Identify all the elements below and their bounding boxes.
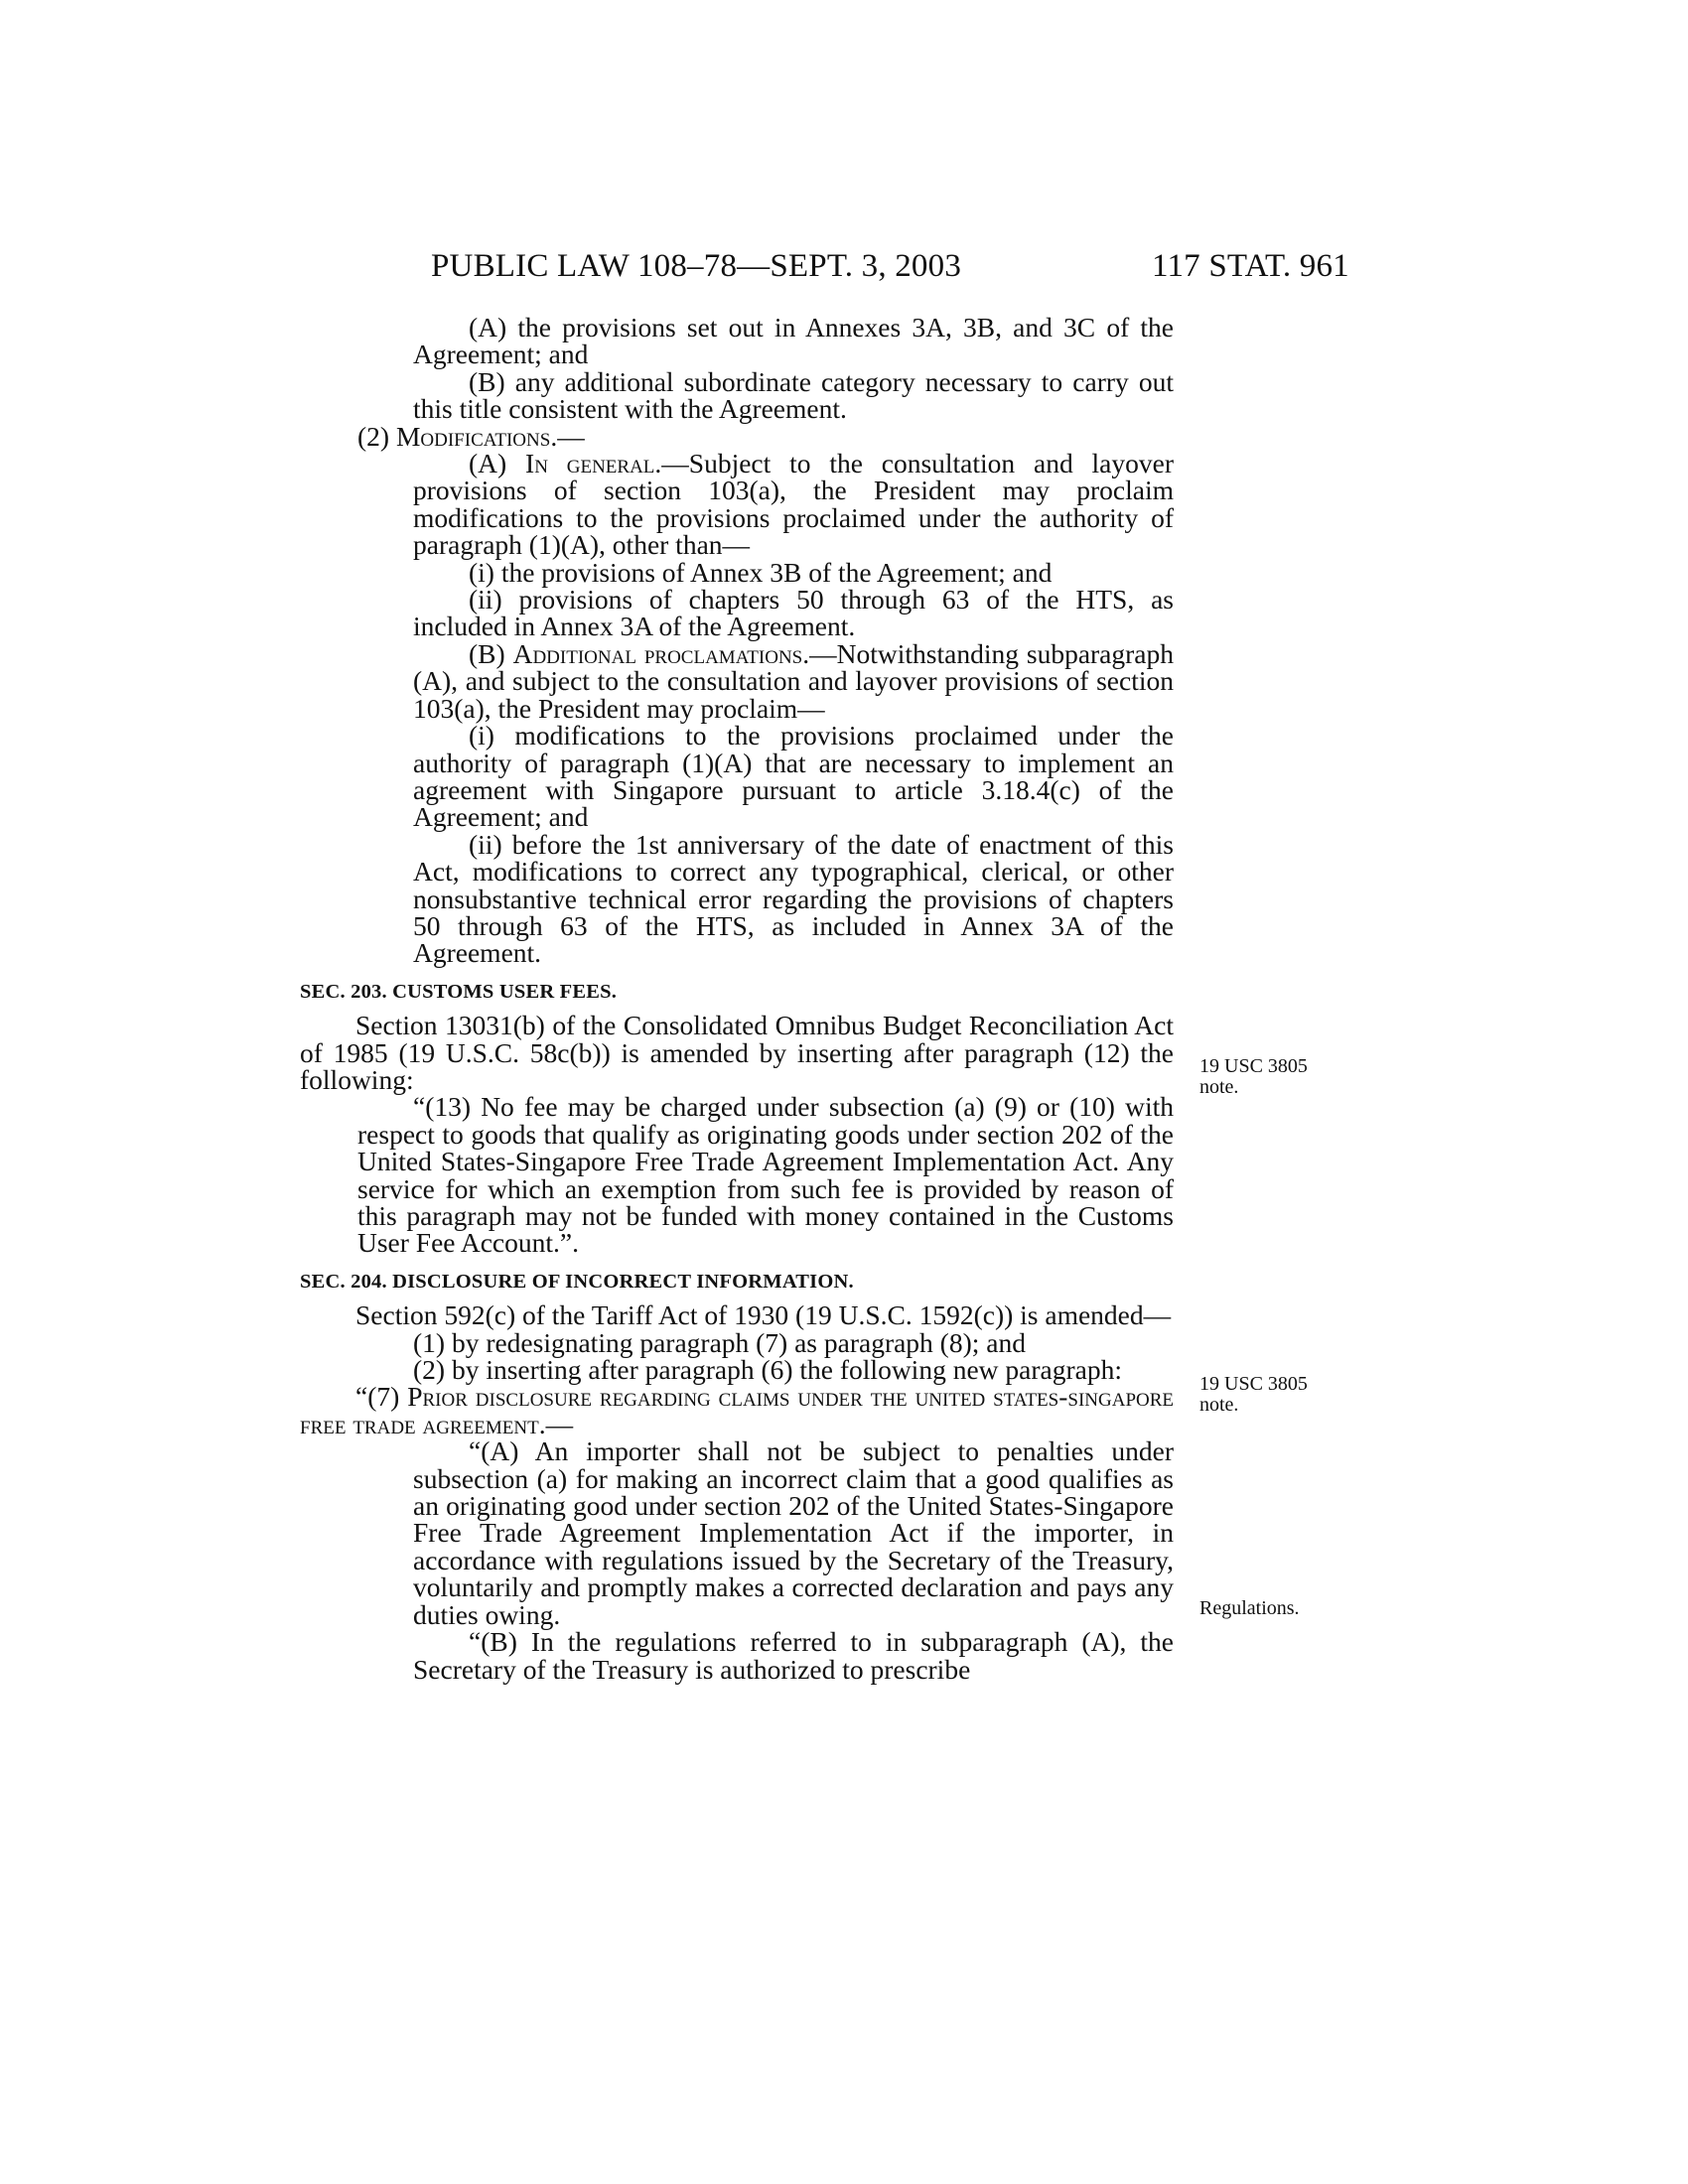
running-header: PUBLIC LAW 108–78—SEPT. 3, 2003 [431, 248, 962, 284]
paragraph: (A) In general.—Subject to the consultation and layover provisions of section 103(a), the President may proclaim modifications to the provisions proclaimed under the authority of paragraph (1)(A), other than— [413, 448, 1174, 561]
section-heading: SEC. 203. CUSTOMS USER FEES. [300, 980, 618, 1003]
paragraph: (1) by redesignating paragraph (7) as paragraph (8); and [413, 1326, 1026, 1358]
margin-note-regulations: Regulations. [1199, 1597, 1300, 1619]
small-caps-heading: Additional proclamations [512, 637, 803, 669]
quoted-paragraph: “(A) An importer shall not be subject to penalties under subsection (a) for making an incorrect claim that a good qualifies as an originating good under section 202 of the United States-Singapore Free Trade Agreement Implementation Act if the importer, in accordance with regulations issued by the Secretary of the Treasury, voluntarily and promptly makes a corrected declaration and pays any duties owing. [413, 1435, 1174, 1630]
paragraph: (B) Additional proclamations.—Notwithstanding subparagraph (A), and subject to the consultation and layover provisions of section 103(a), the President may proclaim— [413, 637, 1175, 724]
margin-note: 19 USC 3805 note. [1199, 1373, 1308, 1416]
page-number: 117 STAT. 961 [1152, 248, 1349, 284]
paragraph: (ii) provisions of chapters 50 through 63 of the HTS, as included in Annex 3A of the Agreement. [413, 584, 1174, 642]
paragraph: (ii) before the 1st anniversary of the date of enactment of this Act, modifications to correct any typographical, clerical, or other nonsubstantive technical error regarding the provisions of chapters 50 through 63 of the HTS, as included in Annex 3A of the Agreement. [413, 828, 1174, 969]
paragraph: (i) modifications to the provisions proclaimed under the authority of paragraph (1)(A) that are necessary to implement an agreement with Singapore pursuant to article 3.18.4(c) of the Agreement; and [413, 720, 1174, 833]
section-heading: SEC. 204. DISCLOSURE OF INCORRECT INFORMATION. [300, 1270, 854, 1293]
quoted-paragraph: “(B) In the regulations referred to in subparagraph (A), the Secretary of the Treasury is authorized to prescribe [413, 1626, 1174, 1685]
paragraph-heading: (2) Modifications.— [357, 420, 585, 452]
paragraph: (2) by inserting after paragraph (6) the following new paragraph: [413, 1354, 1122, 1386]
margin-note: 19 USC 3805 note. [1199, 1055, 1308, 1098]
paragraph: Section 592(c) of the Tariff Act of 1930 (19 U.S.C. 1592(c)) is amended— [355, 1299, 1172, 1331]
quoted-paragraph: “(13) No fee may be charged under subsection (a) (9) or (10) with respect to goods that qualify as originating goods under section 202 of the United States-Singapore Free Trade Agreement Implementation Act. Any service for which an exemption from such fee is provided by reason of this paragraph may not be funded with money contained in the Customs User Fee Account.”. [357, 1091, 1174, 1259]
paragraph: Section 13031(b) of the Consolidated Omnibus Budget Reconciliation Act of 1985 (19 U.S.C. 58c(b)) is amended by inserting after paragraph (12) the following: [300, 1010, 1174, 1095]
small-caps-heading: Prior disclosure regarding claims under the united states-singapore free trade agreement [300, 1381, 1175, 1439]
paragraph: (A) the provisions set out in Annexes 3A, 3B, and 3C of the Agreement; and [413, 312, 1174, 370]
document-body [300, 314, 1174, 1683]
paragraph: (B) any additional subordinate category necessary to carry out this title consistent with the Agreement. [413, 365, 1174, 425]
small-caps-heading: In general [525, 448, 655, 479]
paragraph: (i) the provisions of Annex 3B of the Agreement; and [469, 556, 1053, 588]
small-caps-heading: Modifications [395, 420, 551, 452]
quoted-paragraph-heading: “(7) Prior disclosure regarding claims under the united states-singapore free trade agreement.— [300, 1381, 1175, 1439]
